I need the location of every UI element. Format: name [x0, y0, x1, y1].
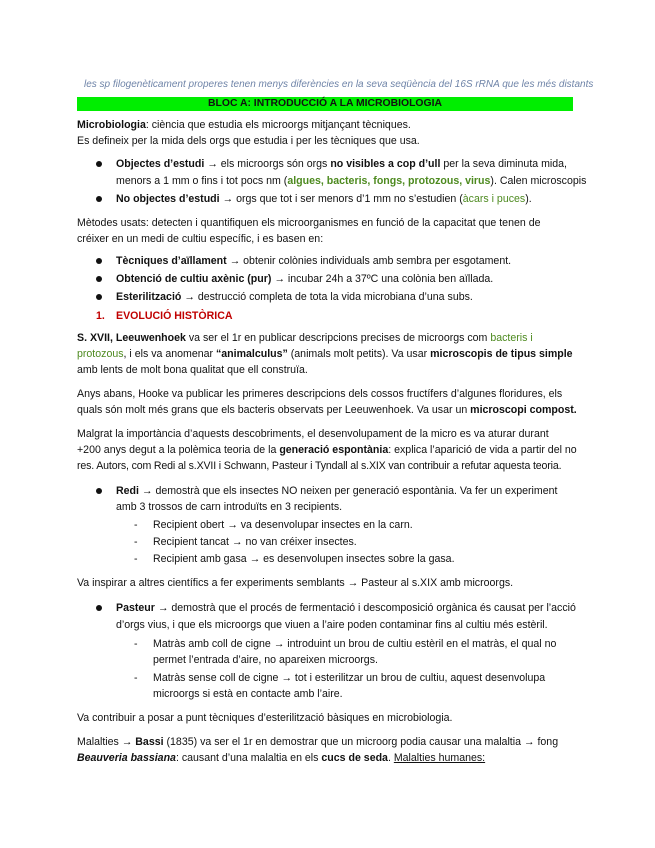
leeuwenhoek-line-3: amb lents de molt bona qualitat que ell construïa. — [77, 364, 308, 376]
bloc-a-banner: BLOC A: INTRODUCCIÓ A LA MICROBIOLOGIA — [77, 97, 573, 111]
objectes-line-2: menors a 1 mm o fins i tot pocs nm (algues, bacteris, fongs, protozous, virus). Calen microscopis — [116, 175, 587, 187]
bullet-icon — [96, 276, 102, 282]
metodes-line-1: Mètodes usats: detecten i quantifiquen els microorganismes en funció de la capacitat que tenen de — [77, 217, 541, 229]
section-title: EVOLUCIÓ HISTÒRICA — [116, 310, 233, 322]
pasteur-sub-1-line-2: permet l’entrada d’aire, no apareixen microorgs. — [153, 654, 378, 666]
redi-sub-item: Recipient obert → va desenvolupar insectes en la carn. — [153, 519, 413, 531]
malgrat-line-3: res. Autors, com Redi al s.XVII i Schwann, Pasteur i Tyndall al s.XIX van contribuir a refutar aquesta teoria. — [77, 460, 562, 472]
metodes-item: Esterilització → destrucció completa de tota la vida microbiana d’una subs. — [116, 291, 473, 303]
malalties-line-2: Beauveria bassiana: causant d’una malaltia en els cucs de seda. Malalties humanes: — [77, 752, 486, 764]
metodes-line-2: créixer en un medi de cultiu específic, i es basen en: — [77, 233, 324, 245]
bullet-icon — [96, 605, 102, 611]
va-inspirar-line: Va inspirar a altres científics a fer experiments semblants → Pasteur al s.XIX amb microorgs. — [77, 577, 514, 589]
bullet-icon — [96, 488, 102, 494]
dash-icon: - — [134, 638, 138, 650]
dash-icon: - — [134, 553, 138, 565]
definition-line-2: Es defineix per la mida dels orgs que estudia i per les tècniques que usa. — [77, 135, 420, 147]
redi-line-1: Redi → demostrà que els insectes NO neixen per generació espontània. Va fer un experiment — [116, 485, 558, 497]
metodes-item: Obtenció de cultiu axènic (pur) → incubar 24h a 37ºC una colònia ben aïllada. — [116, 273, 494, 285]
malgrat-line-1: Malgrat la importància d’aquests descobriments, el desenvolupament de la micro es va aturar durant — [77, 428, 549, 440]
leeuwenhoek-line-2: protozous, i els va anomenar “animalculus” (animals molt petits). Va usar microscopis de tipus simple — [77, 348, 573, 360]
hooke-line-2: quals són molt més grans que els bacteris observats per Leeuwenhoek. Va usar un microscopi compost. — [77, 404, 577, 416]
bullet-icon — [96, 258, 102, 264]
dash-icon: - — [134, 672, 138, 684]
bullet-icon — [96, 161, 102, 167]
pasteur-sub-2-line-1: Matràs sense coll de cigne → tot i esterilitzar un brou de cultiu, aquest desenvolupa — [153, 672, 546, 684]
redi-line-2: amb 3 trossos de carn introduïts en 3 recipients. — [116, 501, 343, 513]
hooke-line-1: Anys abans, Hooke va publicar les primeres descripcions dels cossos fructífers d’algunes floridures, els — [77, 388, 563, 400]
redi-sub-item: Recipient amb gasa → es desenvolupen insectes sobre la gasa. — [153, 553, 455, 565]
definition-line-1: Microbiologia: ciència que estudia els microorgs mitjançant tècniques. — [77, 119, 411, 131]
bullet-icon — [96, 294, 102, 300]
malgrat-line-2: +200 anys degut a la polèmica teoria de la generació espontània: explica l’aparició de vida a partir del no — [77, 444, 577, 456]
top-note: les sp filogenèticament properes tenen menys diferències en la seva seqüència del 16S rRNA que les més distants — [84, 79, 594, 90]
leeuwenhoek-line-1: S. XVII, Leeuwenhoek va ser el 1r en publicar descripcions precises de microorgs com bacteris i — [77, 332, 533, 344]
definition-term: Microbiologia — [77, 119, 146, 131]
va-contribuir-line: Va contribuir a posar a punt tècniques d’esterilització bàsiques en microbiologia. — [77, 712, 453, 724]
bullet-icon — [96, 196, 102, 202]
pasteur-line-2: d’orgs vius, i que els microorgs que viuen a l’aire poden contaminar fins al cultiu més estèril. — [116, 619, 548, 631]
pasteur-line-1: Pasteur → demostrà que el procés de fermentació i descomposició orgànica és causat per l’acció — [116, 602, 576, 614]
pasteur-sub-1-line-1: Matràs amb coll de cigne → introduint un brou de cultiu estèril en el matràs, el qual no — [153, 638, 557, 650]
objectes-line-1: Objectes d’estudi → els microorgs són orgs no visibles a cop d’ull per la seva diminuta mida, — [116, 158, 568, 170]
dash-icon: - — [134, 519, 138, 531]
malalties-line-1: Malalties → Bassi (1835) va ser el 1r en demostrar que un microorg podia causar una malaltia → fong — [77, 736, 559, 748]
section-number: 1. — [96, 310, 105, 322]
no-objectes-line: No objectes d’estudi → orgs que tot i ser menors d’1 mm no s’estudien (àcars i puces). — [116, 193, 532, 205]
dash-icon: - — [134, 536, 138, 548]
redi-sub-item: Recipient tancat → no van créixer insectes. — [153, 536, 357, 548]
metodes-item: Tècniques d’aïllament → obtenir colònies individuals amb sembra per esgotament. — [116, 255, 512, 267]
pasteur-sub-2-line-2: microorgs si està en contacte amb l’aire. — [153, 688, 343, 700]
